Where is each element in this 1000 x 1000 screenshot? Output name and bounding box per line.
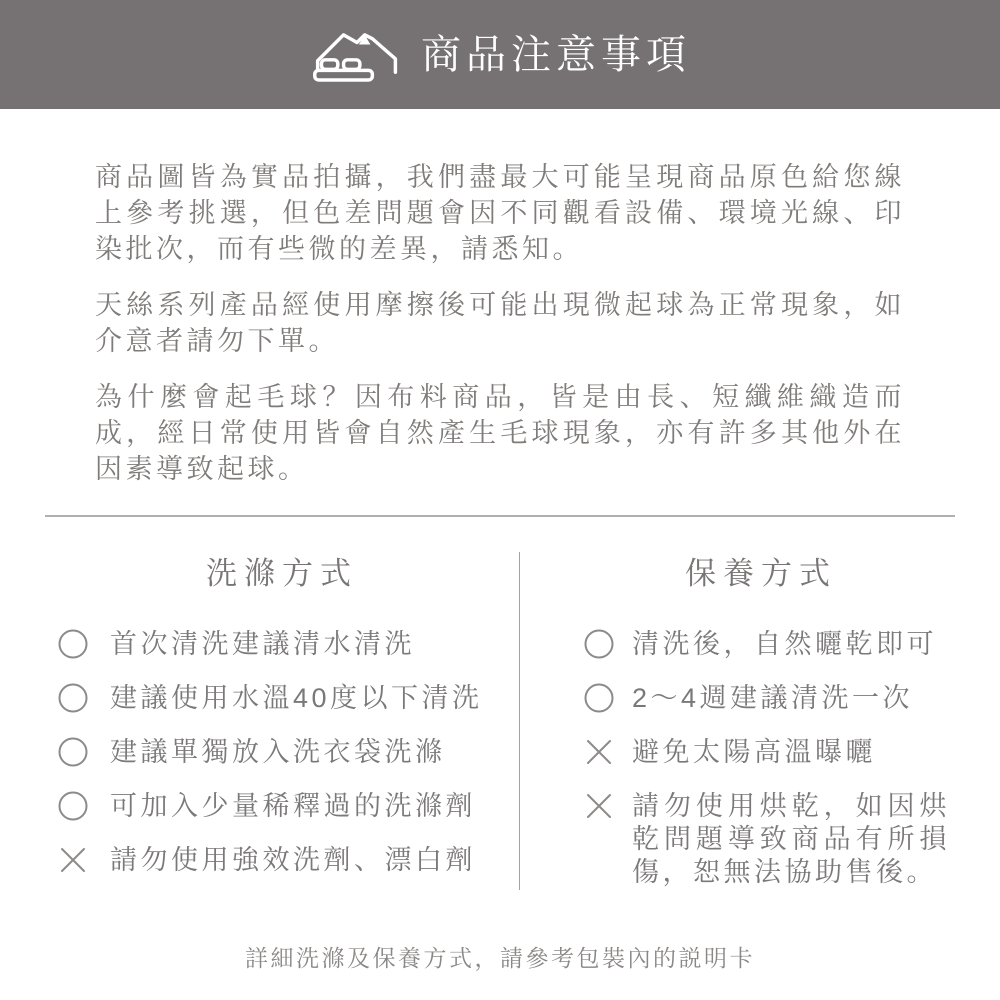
paragraph-tencel-pilling: 天絲系列產品經使用摩擦後可能出現微起球為正常現象，如介意者請勿下單。 — [95, 290, 905, 356]
list-item — [58, 843, 519, 877]
list-item — [58, 735, 519, 769]
list-item — [58, 681, 519, 715]
intro-section — [0, 109, 1000, 487]
maintenance-list — [520, 627, 956, 889]
x-marker-icon — [58, 845, 88, 875]
paragraph-pilling-cause: 為什麼會起毛球？因布料商品，皆是由長、短纖維織造而成，經日常使用皆會自然產生毛球現象，亦有許多其他外在因素導致起球。 — [95, 382, 905, 484]
maintenance-title: 保養方式 — [685, 556, 837, 591]
list-item-label: 2～4週建議清洗一次 — [632, 683, 914, 713]
circle-marker-icon — [584, 629, 614, 659]
list-item — [584, 789, 956, 889]
washing-column — [45, 517, 519, 909]
list-item — [584, 681, 956, 715]
list-item-label: 避免太陽高溫曝曬 — [632, 737, 876, 767]
circle-marker-icon — [58, 737, 88, 767]
list-item-label: 清洗後，自然曬乾即可 — [632, 629, 937, 659]
paragraph-color-difference: 商品圖皆為實品拍攝，我們盡最大可能呈現商品原色給您線上參考挑選，但色差問題會因不同觀看設備、環境光線、印染批次，而有些微的差異，請悉知。 — [95, 162, 905, 264]
circle-marker-icon — [58, 683, 88, 713]
x-marker-icon — [584, 737, 614, 767]
page-header — [0, 0, 1000, 109]
page-title: 商品注意事項 — [421, 32, 691, 77]
list-item — [584, 735, 956, 769]
maintenance-column — [520, 517, 956, 909]
list-item-label: 請勿使用強效洗劑、漂白劑 — [110, 845, 476, 875]
footer-note: 詳細洗滌及保養方式，請參考包裝內的説明卡 — [245, 945, 755, 971]
list-item-label: 可加入少量稀釋過的洗滌劑 — [110, 791, 476, 821]
list-item-label: 建議單獨放入洗衣袋洗滌 — [110, 737, 446, 767]
list-item — [584, 627, 956, 661]
washing-list — [45, 627, 519, 877]
list-item-label: 首次清洗建議清水清洗 — [110, 629, 415, 659]
circle-marker-icon — [584, 683, 614, 713]
list-item — [58, 627, 519, 661]
washing-title: 洗滌方式 — [206, 556, 358, 591]
list-item — [58, 789, 519, 823]
care-section — [45, 517, 955, 909]
circle-marker-icon — [58, 791, 88, 821]
x-marker-icon — [584, 791, 614, 821]
circle-marker-icon — [58, 629, 88, 659]
list-item-label: 請勿使用烘乾，如因烘乾問題導致商品有所損傷，恕無法協助售後。 — [632, 791, 950, 887]
bed-logo-icon — [309, 23, 405, 87]
list-item-label: 建議使用水溫40度以下清洗 — [110, 683, 483, 713]
